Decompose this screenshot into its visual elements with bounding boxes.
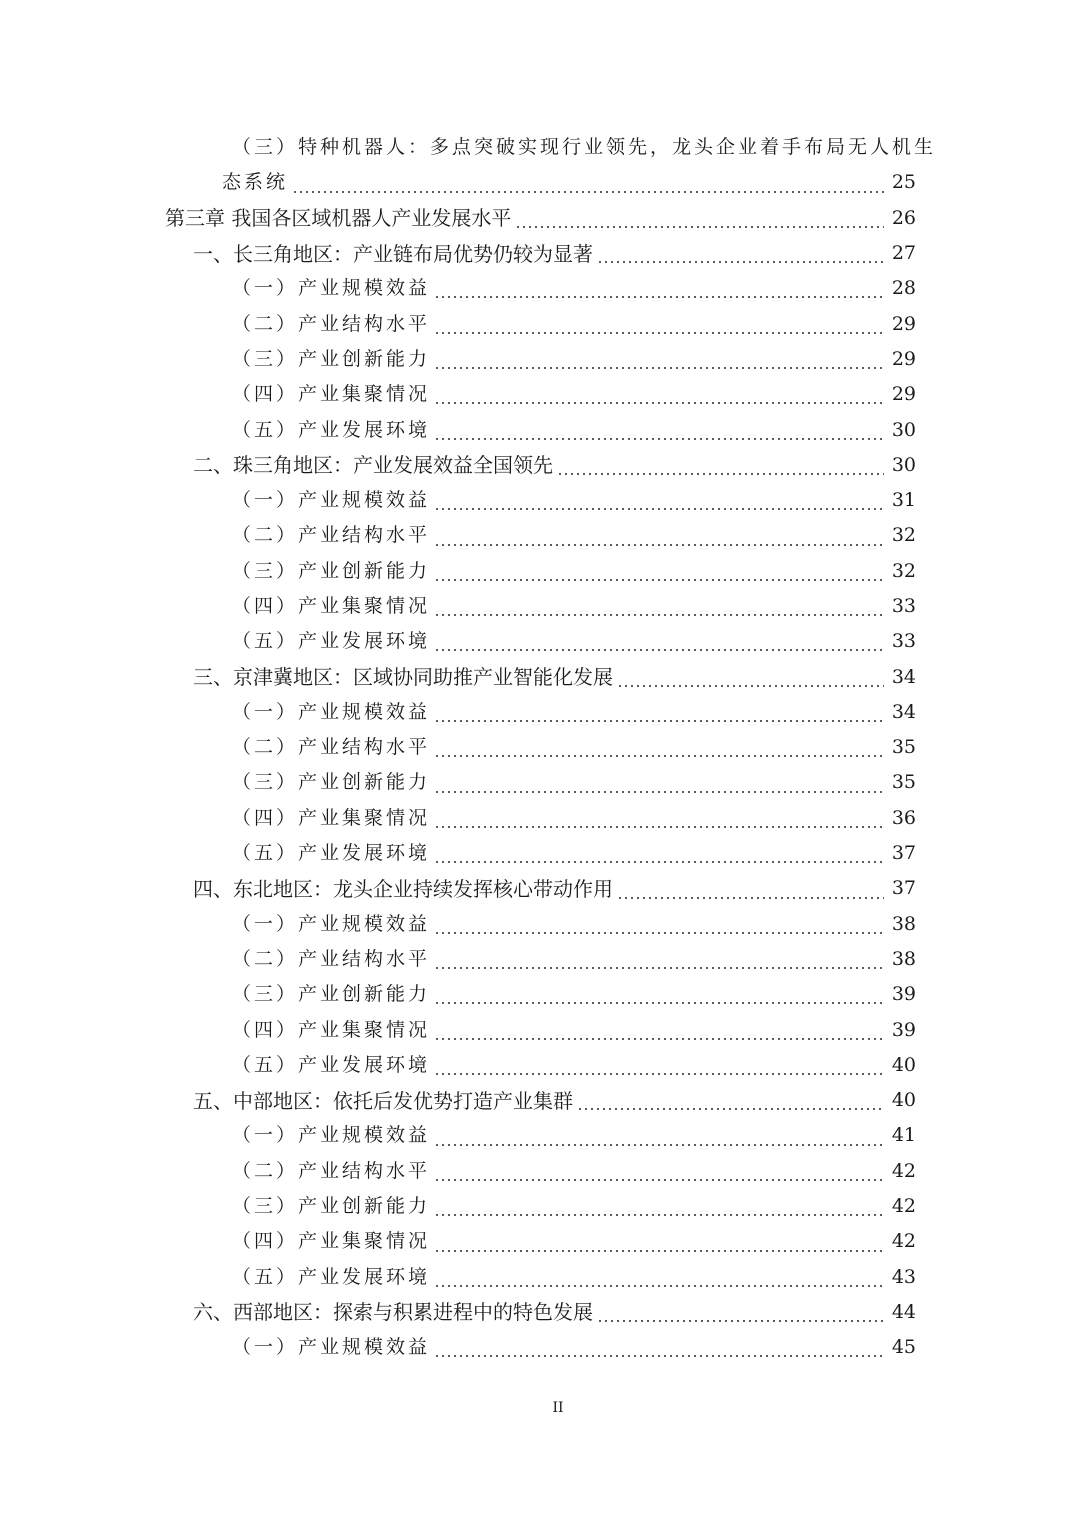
toc-entry-page: 29 [891,383,916,406]
toc-entry[interactable] [0,907,916,942]
toc-entry-title: （四）产业集聚情况 [232,595,431,617]
toc-entry-title: 一、长三角地区：产业链布局优势仍较为显著 [193,241,593,266]
toc-entry-page: 31 [891,489,916,512]
toc-entry-page: 26 [891,206,916,229]
toc-entry-title: （四）产业集聚情况 [232,806,431,829]
toc-entry-title: （三）产业创新能力 [232,559,431,582]
toc-entry-title: （五）产业发展环境 [232,1053,431,1076]
toc-entry[interactable] [0,942,916,977]
toc-entry[interactable] [0,165,916,200]
toc-entry-title: （一）产业规模效益 [232,277,431,300]
toc-entry[interactable] [0,871,916,906]
toc-leader-dots [434,579,884,581]
toc-entry[interactable] [0,554,916,589]
toc-leader-dots [557,473,884,475]
toc-entry-title: （二）产业结构水平 [232,524,431,547]
toc-leader-dots [434,791,884,793]
toc-entry-page: 42 [891,1195,916,1218]
toc-entry[interactable] [0,1189,916,1224]
toc-entry[interactable] [0,412,916,447]
toc-entry-title: （一）产业规模效益 [232,489,431,512]
toc-entry-page: 43 [891,1265,916,1288]
toc-entry[interactable] [0,306,916,341]
toc-entry[interactable] [0,1118,916,1153]
toc-leader-dots [434,296,884,298]
toc-entry-page: 28 [891,277,916,300]
toc-entry-title: （二）产业结构水平 [232,1159,431,1182]
toc-leader-dots [434,1355,884,1357]
toc-entry-title: （五）产业发展环境 [232,1265,431,1288]
toc-entry-title: 第三章 我国各区域机器人产业发展水平 [165,206,512,231]
toc-entry[interactable] [0,483,916,518]
toc-entry-page: 38 [891,912,916,935]
toc-entry[interactable] [0,695,916,730]
toc-entry-title: 四、东北地区：龙头企业持续发挥核心带动作用 [193,876,613,901]
toc-leader-dots [434,826,884,828]
toc-entry-page: 35 [891,771,916,794]
toc-entry[interactable] [0,1330,916,1365]
toc-entry[interactable] [0,236,916,271]
toc-leader-dots [434,332,884,334]
toc-entry-page: 40 [891,1053,916,1076]
toc-entry-title: （四）产业集聚情况 [232,383,431,406]
toc-leader-dots [434,755,884,757]
toc-entry-page: 41 [891,1124,916,1147]
toc-entry[interactable] [0,342,916,377]
toc-entry[interactable] [0,1224,916,1259]
toc-entry-page: 32 [891,524,916,547]
toc-entry-page: 35 [891,736,916,759]
toc-entry-page: 42 [891,1159,916,1182]
toc-entry-page: 32 [891,559,916,582]
toc-leader-dots [434,1073,884,1075]
toc-entry[interactable] [0,130,937,165]
toc-entry[interactable] [0,836,916,871]
toc-leader-dots [617,685,884,687]
toc-leader-dots [577,1108,884,1110]
toc-entry-title: 二、珠三角地区：产业发展效益全国领先 [193,453,553,478]
toc-entry-page: 39 [891,983,916,1006]
toc-leader-dots [434,367,884,369]
toc-entry-title: 五、中部地区：依托后发优势打造产业集群 [193,1088,573,1113]
toc-entry-page: 38 [891,947,916,970]
toc-entry-page: 45 [891,1336,916,1359]
toc-entry-title: （五）产业发展环境 [232,842,431,865]
toc-leader-dots [434,1250,884,1252]
toc-entry[interactable] [0,1295,916,1330]
toc-entry-title: （三）产业创新能力 [232,1195,431,1218]
toc-entry-title: 三、京津冀地区：区域协同助推产业智能化发展 [193,665,613,690]
toc-entry[interactable] [0,1083,916,1118]
toc-leader-dots [434,1038,884,1040]
toc-entry-title: （二）产业结构水平 [232,312,431,335]
toc-entry[interactable] [0,977,916,1012]
toc-entry-title: 六、西部地区：探索与积累进程中的特色发展 [193,1300,593,1325]
toc-entry[interactable] [0,730,916,765]
toc-entry-title: （一）产业规模效益 [232,1336,431,1359]
toc-entry-page: 42 [891,1230,916,1253]
toc-leader-dots [434,1144,884,1146]
toc-entry[interactable] [0,1260,916,1295]
toc-entry[interactable] [0,1154,916,1189]
toc-leader-dots [434,861,884,863]
toc-entry-page: 40 [891,1089,916,1112]
toc-entry[interactable] [0,271,916,306]
toc-entry-page: 37 [891,877,916,900]
toc-leader-dots [434,932,884,934]
toc-entry-title: （四）产业集聚情况 [232,1230,431,1253]
toc-entry-page: 37 [891,842,916,865]
toc-entry[interactable] [0,201,916,236]
toc-entry[interactable] [0,1012,916,1047]
toc-entry-title: （一）产业规模效益 [232,912,431,935]
toc-leader-dots [434,1179,884,1181]
toc-leader-dots [597,1320,884,1322]
toc-leader-dots [434,1285,884,1287]
toc-entry-title: （二）产业结构水平 [232,947,431,970]
toc-entry[interactable] [0,377,916,412]
toc-leader-dots [292,191,884,193]
toc-entry[interactable] [0,448,916,483]
toc-leader-dots [434,1214,884,1216]
toc-entry[interactable] [0,765,916,800]
toc-entry-title: （一）产业规模效益 [232,700,431,723]
toc-entry-page: 25 [891,171,916,194]
toc-entry[interactable] [0,1048,916,1083]
toc-entry-title: 态系统 [222,171,289,194]
toc-entry-title: （五）产业发展环境 [232,418,431,441]
page-number: II [552,1400,564,1416]
toc-leader-dots [434,967,884,969]
toc-entry-page: 33 [891,595,916,617]
toc-leader-dots [617,897,884,899]
table-of-contents [0,130,1080,1365]
toc-leader-dots [434,614,884,616]
toc-entry-title: （一）产业规模效益 [232,1124,431,1147]
toc-leader-dots [434,720,884,722]
toc-entry-title: （三）产业创新能力 [232,771,431,794]
toc-leader-dots [434,649,884,651]
toc-entry-page: 33 [891,630,916,653]
toc-entry-page: 29 [891,312,916,335]
toc-entry[interactable] [0,659,916,694]
toc-entry-page: 34 [891,665,916,688]
toc-entry-title: （三）特种机器人：多点突破实现行业领先，龙头企业着手布局无人机生 [232,136,937,159]
toc-leader-dots [434,438,884,440]
toc-entry-page: 30 [891,418,916,441]
toc-leader-dots [434,402,884,404]
toc-leader-dots [515,226,884,228]
toc-entry-title: （三）产业创新能力 [232,347,431,370]
toc-entry[interactable] [0,801,916,836]
toc-entry-page: 34 [891,700,916,723]
toc-leader-dots [597,261,884,263]
toc-entry-page: 44 [891,1300,916,1323]
toc-entry-page: 30 [891,453,916,476]
toc-entry-title: （三）产业创新能力 [232,983,431,1006]
toc-entry[interactable] [0,624,916,659]
toc-entry-page: 27 [891,242,916,265]
toc-entry-page: 29 [891,347,916,370]
toc-entry-title: （五）产业发展环境 [232,630,431,653]
toc-entry-page: 39 [891,1018,916,1041]
toc-entry[interactable] [0,589,916,624]
toc-entry-title: （二）产业结构水平 [232,736,431,759]
toc-entry[interactable] [0,518,916,553]
toc-leader-dots [434,508,884,510]
toc-leader-dots [434,1002,884,1004]
toc-entry-page: 36 [891,806,916,829]
toc-entry-title: （四）产业集聚情况 [232,1018,431,1041]
toc-leader-dots [434,544,884,546]
